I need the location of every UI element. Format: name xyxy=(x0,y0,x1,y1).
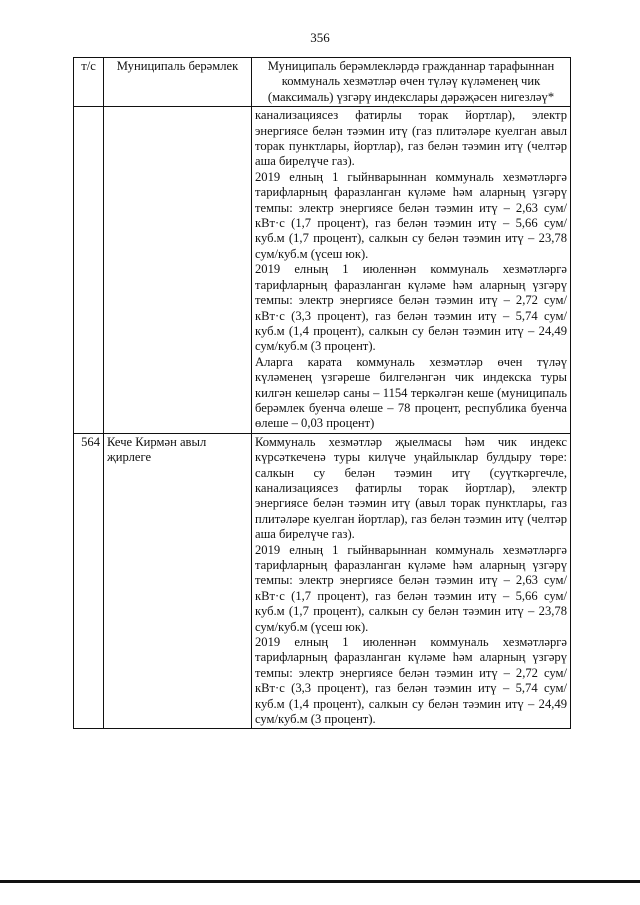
header-municipality: Муниципаль берәмлек xyxy=(104,58,252,107)
description-paragraph: 2019 елның 1 гыйнварыннан коммуналь хезмәтләргә тарифларның фаразланган күләме һәм аларның үзгәрү темпы: электр энергиясе белән тәэмин итү – 2,63 сум/кВт·с (1,7 процент), газ белән тәэмин итү – 5,66 сум/куб.м (1,7 процент), салкын су белән тәэмин итү – 23,78 сум/куб.м (үсеш юк). xyxy=(255,542,567,634)
table-row xyxy=(74,107,571,434)
municipal-index-table xyxy=(73,57,571,729)
row-municipality xyxy=(104,107,252,434)
page-number: 356 xyxy=(310,30,330,45)
header-description: Муниципаль берәмлекләрдә гражданнар тарафыннан коммуналь хезмәтләр өчен түләү күләменең чик (максималь) үзгәрү индекслары дәрәҗәсен нигезләү* xyxy=(252,58,571,107)
description-paragraph: 2019 елның 1 июленнән коммуналь хезмәтләргә тарифларның фаразланган күләме һәм аларның үзгәрү темпы: электр энергиясе белән тәэмин итү – 2,72 сум/кВт·с (3,3 процент), газ белән тәэмин итү – 5,74 сум/куб.м (1,4 процент), салкын су белән тәэмин итү – 24,49 сум/куб.м (3 процент). xyxy=(255,262,567,354)
page-bottom-rule xyxy=(0,880,640,883)
description-paragraph: 2019 елның 1 июленнән коммуналь хезмәтләргә тарифларның фаразланган күләме һәм аларның үзгәрү темпы: электр энергиясе белән тәэмин итү – 2,72 сум/кВт·с (3,3 процент), газ белән тәэмин итү – 5,74 сум/куб.м (1,4 процент), салкын су белән тәэмин итү – 24,49 сум/куб.м (3 процент). xyxy=(255,635,567,727)
row-description xyxy=(252,433,571,729)
row-municipality: Кече Кирмән авыл җирлеге xyxy=(104,433,252,729)
description-paragraph: Коммуналь хезмәтләр җыелмасы һәм чик индекс күрсәткеченә туры килүче уңайлыклар булдыру төре: салкын су белән тәэмин итү (суүткәргечле, канализациясез фатирлы торак йортлар), электр энергиясе белән тәэмин итү (авыл торак пунктлары, газ плитәләре куелган йортлар), газ белән тәэмин итү (челтәр аша бирелүче газ). xyxy=(255,434,567,542)
header-num: т/с xyxy=(74,58,104,107)
table-row xyxy=(74,433,571,729)
row-num xyxy=(74,107,104,434)
description-paragraph: канализациясез фатирлы торак йортлар), электр энергиясе белән тәэмин итү (газ плитәләре куелган авыл торак пунктлары, йортлар), газ белән тәэмин итү (челтәр аша бирелүче газ). xyxy=(255,108,567,169)
row-description xyxy=(252,107,571,434)
table-header-row xyxy=(74,58,571,107)
description-paragraph: Аларга карата коммуналь хезмәтләр өчен түләү күләменең үзгәреше билгеләнгән чик индекска туры килгән кешеләр саны – 1154 теркәлгән кеше (муниципаль берәмлек буенча өлеше – 78 процент, республика буенча өлеше – 0,03 процент) xyxy=(255,354,567,431)
description-paragraph: 2019 елның 1 гыйнварыннан коммуналь хезмәтләргә тарифларның фаразланган күләме һәм аларның үзгәрү темпы: электр энергиясе белән тәэмин итү – 2,63 сум/кВт·с (1,7 процент), газ белән тәэмин итү – 5,66 сум/куб.м (1,7 процент), салкын су белән тәэмин итү – 23,78 сум/куб.м (үсеш юк). xyxy=(255,169,567,261)
row-num: 564 xyxy=(74,433,104,729)
